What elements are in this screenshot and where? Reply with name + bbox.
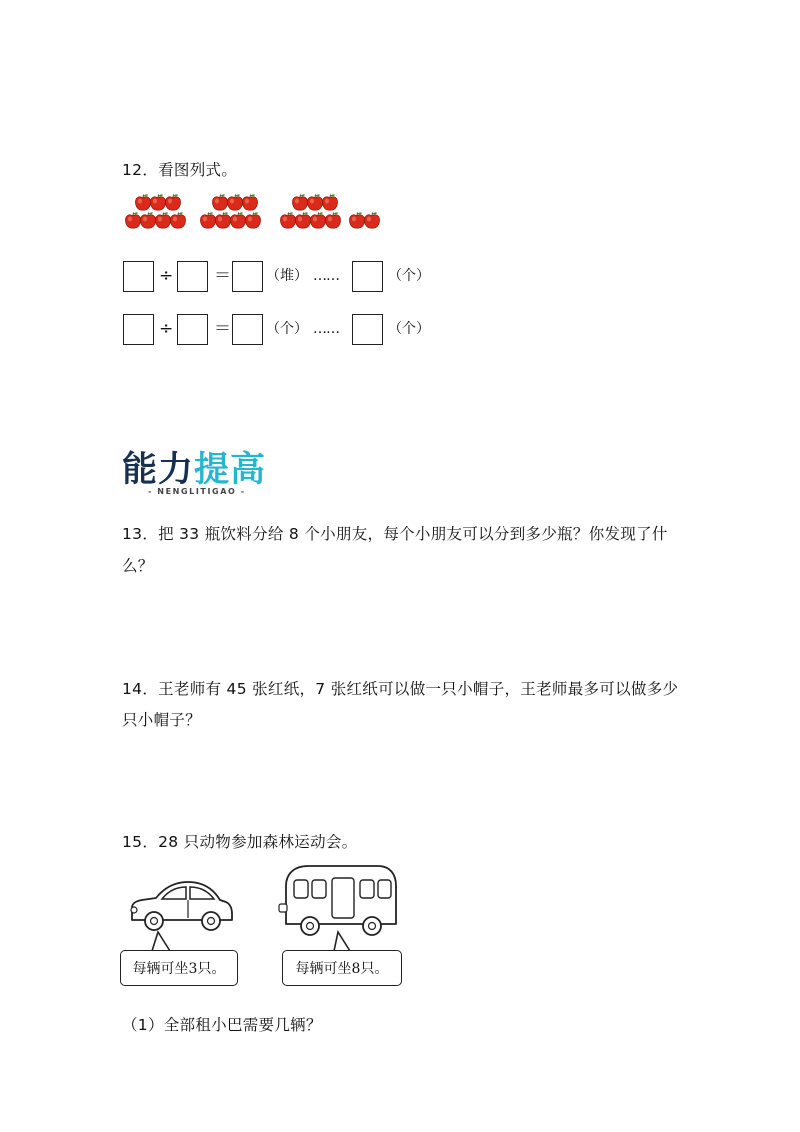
- apple-group-svg: [120, 188, 390, 236]
- logo-title: [122, 450, 282, 490]
- answer-box-dividend[interactable]: [123, 261, 154, 292]
- apple-figure: [120, 188, 390, 236]
- q12-title: 12．看图列式。: [122, 161, 238, 179]
- unit-label: （堆）: [266, 268, 308, 284]
- answer-box-divisor[interactable]: [177, 314, 208, 345]
- apple-group-1: [125, 194, 185, 228]
- logo-part-1: 能力: [122, 450, 195, 490]
- equals-sign: ＝: [214, 319, 231, 339]
- answer-box-dividend[interactable]: [123, 314, 154, 345]
- equals-sign: ＝: [214, 266, 231, 286]
- apple-group-4: [349, 212, 379, 228]
- logo-part-2: 提高: [194, 450, 267, 490]
- answer-box-quotient[interactable]: [232, 314, 263, 345]
- answer-box-quotient[interactable]: [232, 261, 263, 292]
- answer-box-divisor[interactable]: [177, 261, 208, 292]
- section-logo: [122, 450, 282, 496]
- divide-sign: ÷: [159, 266, 174, 286]
- bus-capacity-bubble: 每辆可坐8只。: [282, 950, 402, 986]
- q13-line-2: 么？: [122, 557, 154, 575]
- q15-title: 15．28 只动物参加森林运动会。: [122, 833, 358, 851]
- bus-bubble-tail: [322, 930, 362, 952]
- q14-line-1: 14．王老师有 45 张红纸，7 张红纸可以做一只小帽子，王老师最多可以做多少: [122, 680, 679, 698]
- unit-label: （个）: [388, 321, 430, 337]
- remainder-dots: ……: [313, 268, 339, 284]
- car-capacity-bubble: 每辆可坐3只。: [120, 950, 238, 986]
- divide-sign: ÷: [159, 319, 174, 339]
- apple-group-2: [200, 194, 260, 228]
- unit-label: （个）: [388, 268, 430, 284]
- unit-label: （个）: [266, 321, 308, 337]
- q14-line-2: 只小帽子？: [122, 711, 202, 729]
- logo-subtitle: - NENGLITIGAO -: [148, 487, 246, 496]
- answer-box-remainder[interactable]: [352, 314, 383, 345]
- q13-line-1: 13．把 33 瓶饮料分给 8 个小朋友，每个小朋友可以分到多少瓶？你发现了什: [122, 525, 668, 543]
- apple-group-3: [280, 194, 340, 228]
- remainder-dots: ……: [313, 321, 339, 337]
- q15-subquestion-1: （1）全部租小巴需要几辆？: [122, 1016, 322, 1034]
- answer-box-remainder[interactable]: [352, 261, 383, 292]
- car-bubble-tail: [140, 930, 180, 952]
